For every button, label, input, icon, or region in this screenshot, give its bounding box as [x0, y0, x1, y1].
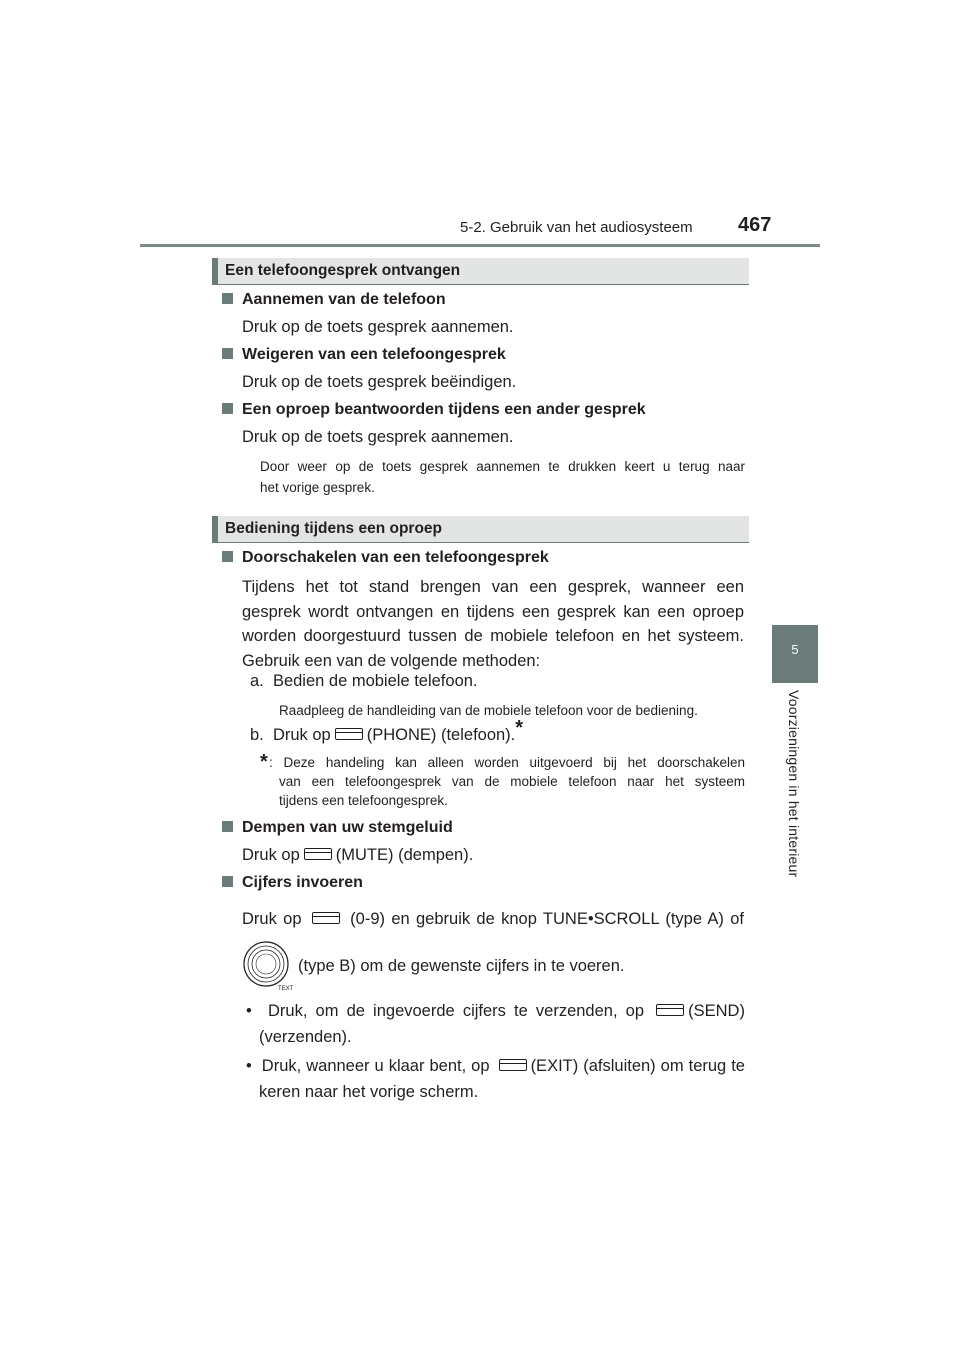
square-bullet-icon	[222, 876, 233, 887]
body-text: Druk op de toets gesprek aannemen.	[242, 318, 514, 336]
send-button-icon	[656, 1004, 684, 1016]
step-b: b. Druk op (PHONE) (telefoon).*	[250, 717, 524, 744]
square-bullet-icon	[222, 403, 233, 414]
note: Door weer op de toets gesprek aannemen te drukken keert u terug naar het vorige gesprek.	[260, 459, 745, 495]
paragraph: Tijdens het tot stand brengen van een gesprek, wanneer een gesprek wordt ontvangen en tijdens een gesprek kan een oproep worden doorgestuurd tussen de mobiele telefoon en het systeem. Gebruik een van de volgende methoden:	[242, 578, 744, 670]
step-a: a. Bedien de mobiele telefoon.	[250, 672, 478, 690]
subheading: Doorschakelen van een telefoongesprek	[222, 549, 549, 567]
section-header	[212, 258, 749, 285]
running-header: 5-2. Gebruik van het audiosysteem	[460, 219, 693, 236]
square-bullet-icon	[222, 348, 233, 359]
square-bullet-icon	[222, 551, 233, 562]
number-button-icon	[312, 912, 340, 924]
list-item: • Druk, om de ingevoerde cijfers te verzenden, op (SEND) (verzenden).	[246, 1002, 745, 1046]
section-title: Een telefoongesprek ontvangen	[225, 262, 461, 279]
body-text: Druk op de toets gesprek aannemen.	[242, 428, 514, 446]
mute-button-icon	[304, 848, 332, 860]
square-bullet-icon	[222, 293, 233, 304]
body-text: Druk op (0-9) en gebruik de knop TUNE•SCROLL (type A) of	[242, 910, 744, 928]
list-item: • Druk, wanneer u klaar bent, op (EXIT) (afsluiten) om terug te keren naar het vorige scherm.	[246, 1057, 745, 1101]
subheading: Aannemen van de telefoon	[222, 291, 446, 309]
chapter-title: Voorzieningen in het interieur	[786, 690, 802, 878]
body-text: Druk op de toets gesprek beëindigen.	[242, 373, 517, 391]
footnote: : Deze handeling kan alleen worden uitgevoerd bij het doorschakelen van een telefoongesprek van de mobiele telefoon naar het systeem tijdens een telefoongesprek.	[269, 755, 745, 808]
tune-knob-icon	[242, 940, 294, 992]
section-header	[212, 516, 749, 543]
page-number: 467	[738, 214, 772, 236]
section-marker	[212, 516, 218, 542]
step-a-note: Raadpleeg de handleiding van de mobiele telefoon voor de bediening.	[279, 703, 698, 718]
chapter-number: 5	[791, 642, 799, 657]
header-rule	[140, 244, 820, 247]
subheading: Cijfers invoeren	[222, 874, 363, 892]
phone-button-icon	[335, 728, 363, 740]
body-text: (type B) om de gewenste cijfers in te voeren.	[298, 957, 625, 975]
body-text: Druk op (MUTE) (dempen).	[242, 846, 474, 864]
subheading: Dempen van uw stemgeluid	[222, 819, 453, 837]
section-marker	[212, 258, 218, 284]
square-bullet-icon	[222, 821, 233, 832]
subheading: Een oproep beantwoorden tijdens een ander gesprek	[222, 401, 646, 419]
exit-button-icon	[499, 1059, 527, 1071]
subheading: Weigeren van een telefoongesprek	[222, 346, 506, 364]
section-title: Bediening tijdens een oproep	[225, 520, 443, 537]
footnote-star: *	[260, 751, 268, 773]
knob-label: TEXT	[278, 986, 294, 992]
footnote-ref: *	[515, 717, 524, 739]
